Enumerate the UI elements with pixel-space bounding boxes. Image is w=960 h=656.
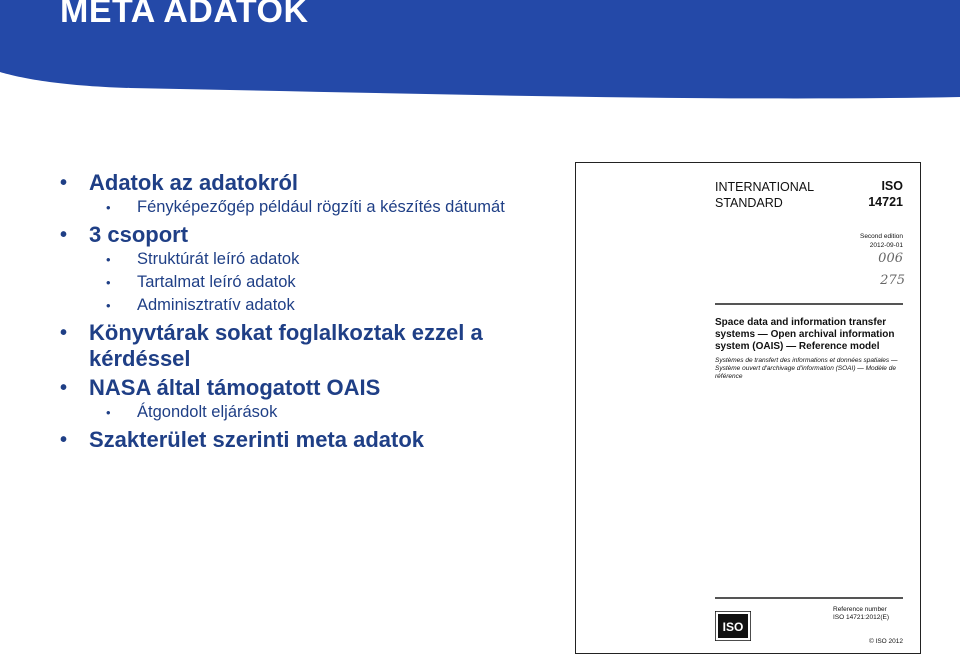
- bullet-item: • Szakterület szerinti meta adatok: [60, 427, 560, 453]
- doc-handwritten-note: 006: [878, 251, 903, 266]
- iso-standard-cover-image: [575, 162, 921, 654]
- doc-reference-number: Reference number ISO 14721:2012(E): [833, 606, 890, 621]
- doc-edition: Second edition 2012-09-01: [859, 233, 903, 249]
- doc-standard-label: INTERNATIONAL STANDARD: [715, 180, 815, 210]
- doc-divider: [715, 303, 903, 305]
- bullet-item: • Adatok az adatokról: [60, 170, 560, 196]
- bullet-item: • 3 csoport: [60, 222, 560, 248]
- sub-bullet-item: • Tartalmat leíró adatok: [60, 271, 560, 294]
- doc-copyright: © ISO 2012: [868, 638, 903, 645]
- sub-bullet-item: • Struktúrát leíró adatok: [60, 248, 560, 271]
- title-banner: [0, 0, 960, 100]
- doc-iso-word: ISO: [881, 179, 903, 193]
- doc-title-fr: Systèmes de transfert des informations et données spatiales — Système ouvert d'archivage d'information (SOAI) — Modèle de référence: [715, 357, 898, 380]
- bullet-item: • Könyvtárak sokat foglalkoztak ezzel a kérdéssel: [60, 320, 560, 372]
- sub-bullet-item: • Adminisztratív adatok: [60, 294, 560, 317]
- svg-text:ISO: ISO: [722, 620, 744, 634]
- doc-iso-number: 14721: [868, 195, 903, 209]
- bullet-list: [60, 170, 560, 453]
- doc-handwritten-note: 275: [880, 273, 905, 288]
- sub-bullet-item: • Fényképezőgép például rögzíti a készítés dátumát: [60, 196, 560, 219]
- iso-logo-icon: [715, 611, 751, 641]
- slide-title: META ADATOK: [60, 0, 309, 30]
- sub-bullet-item: • Átgondolt eljárások: [60, 401, 560, 424]
- doc-divider: [715, 597, 903, 599]
- doc-title-en: Space data and information transfer systems — Open archival information system (OAIS) — Reference model: [715, 317, 895, 352]
- bullet-item: • NASA által támogatott OAIS: [60, 375, 560, 401]
